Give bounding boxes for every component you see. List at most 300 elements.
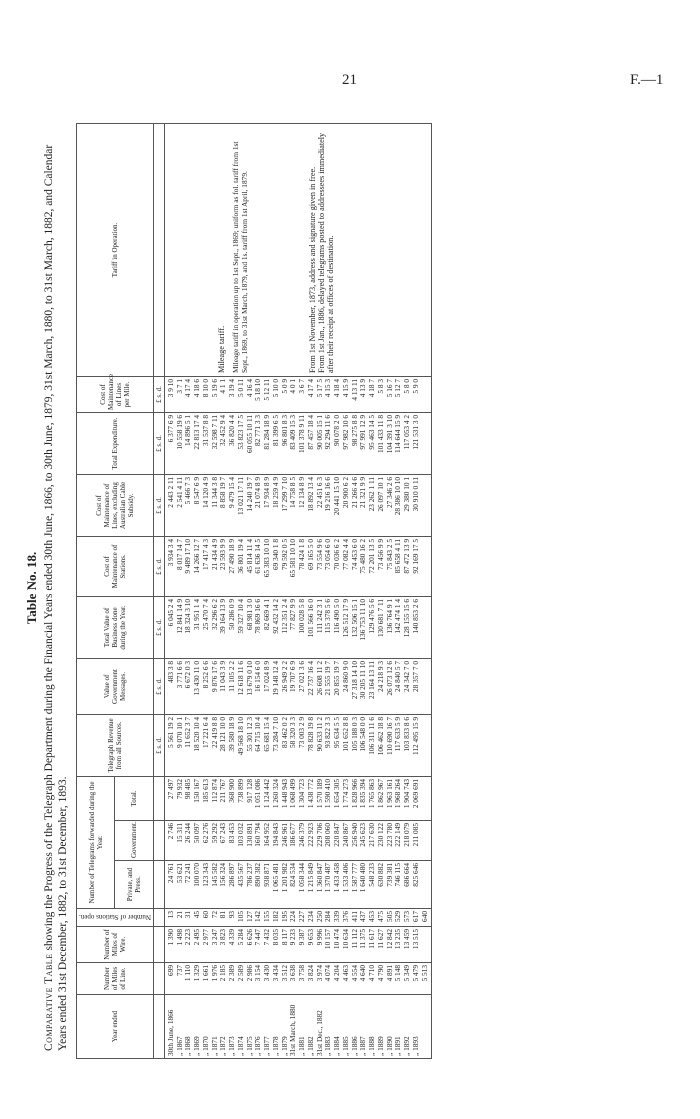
miles-wire-value: 5 284 — [235, 929, 245, 946]
stations-value: 529 — [393, 911, 403, 922]
col-business — [164, 596, 432, 658]
maint-stations-value: 73 554 9 6 — [314, 538, 324, 570]
expenditure-value: 81 284 18 9 — [262, 414, 272, 450]
hdr-year: Year ended — [77, 995, 154, 1059]
gov-value-value: 12 618 11 6 — [235, 660, 245, 696]
maint-lines-value: 20 900 6 2 — [340, 476, 350, 508]
miles-wire-value: 1 390 — [165, 929, 175, 946]
maint-stations-value: 72 201 13 5 — [367, 538, 377, 574]
private-value: 890 382 — [253, 863, 263, 887]
miles-wire-value: 9 653 — [305, 929, 315, 946]
revenue-value: 39 580 18 9 — [227, 716, 237, 752]
business-value: 111 242 3 1 — [314, 598, 324, 634]
cost-per-mile-value: 5 16 7 — [384, 378, 394, 398]
miles-line-value: 4 074 — [323, 965, 333, 982]
business-value: 126 512 17 9 — [340, 598, 350, 638]
year-value: 30th June, 1866 — [165, 1009, 175, 1056]
government-value: 59 292 — [209, 823, 219, 844]
gov-value-value: 27 021 3 6 — [297, 660, 307, 692]
stations-value: 475 — [375, 911, 385, 922]
gov-value-value: 20 855 19 7 — [332, 660, 342, 696]
year-value: „ 1876 — [253, 1036, 263, 1056]
expenditure-value: 96 801 8 3 — [279, 414, 289, 446]
revenue-value: 112 495 15 9 — [410, 716, 420, 756]
hdr-gov-value: Value of Government Messages. — [77, 658, 154, 714]
miles-wire-value: 7 432 — [262, 929, 272, 946]
cost-per-mile-value: 4 13 9 — [358, 378, 368, 398]
gov-value-value: 23 164 13 11 — [367, 660, 377, 700]
miles-wire-value: 3 247 — [209, 929, 219, 946]
maint-lines-value: 5 466 7 3 — [183, 476, 193, 505]
business-value: 112 351 2 4 — [279, 598, 289, 634]
government-value: 222 923 — [305, 823, 315, 847]
miles-wire-value: 1 498 — [174, 929, 184, 946]
maint-lines-value: 13 021 17 11 — [235, 476, 245, 516]
maint-stations-value: 69 165 5 0 — [305, 538, 315, 570]
gov-value-value: 19 148 12 4 — [270, 660, 280, 696]
cost-per-mile-value: 3 19 4 — [227, 378, 237, 398]
private-value: 548 233 — [367, 863, 377, 887]
government-value: 222 149 — [393, 823, 403, 847]
government-value: 245 623 — [358, 823, 368, 847]
expenditure-value: 114 644 15 9 — [393, 414, 403, 454]
maint-lines-value: 9 479 15 4 — [227, 476, 237, 508]
miles-wire-value: 7 447 — [253, 929, 263, 946]
miles-line-value: 3 758 — [297, 965, 307, 982]
stations-value: 284 — [323, 911, 333, 922]
stations-value: 105 — [235, 911, 245, 922]
government-value: 2 746 — [165, 823, 175, 840]
year-value: „ 1867 — [174, 1036, 184, 1056]
miles-wire-value: 2 495 — [192, 929, 202, 946]
miles-line-value: 4 891 — [384, 965, 394, 982]
miles-wire-value: 10 474 — [332, 929, 342, 950]
year-value: „ 1881 — [297, 1036, 307, 1056]
government-value: 230 122 — [375, 823, 385, 847]
maint-stations-value: 75 480 16 2 — [358, 538, 368, 574]
miles-wire-value: 11 617 — [367, 929, 377, 949]
expenditure-value: 104 391 3 10 — [384, 414, 394, 454]
maint-stations-value: 70 036 6 2 — [332, 538, 342, 570]
expenditure-value: 53 823 17 5 — [235, 414, 245, 450]
cost-per-mile-value: 5 19 6 — [209, 378, 219, 398]
hdr-stations: Number of Stations open. — [77, 909, 154, 927]
expenditure-value: 98 275 8 8 — [349, 414, 359, 446]
hdr-maint-stations: Cost of Maintenance of Stations. — [77, 536, 154, 596]
miles-line-value: 4 554 — [349, 965, 359, 982]
stations-value: 142 — [253, 911, 263, 922]
expenditure-value: 22 813 17 4 — [192, 414, 202, 450]
gov-value-value: 26 949 2 2 — [279, 660, 289, 692]
stations-value: 127 — [244, 911, 254, 922]
private-value: 938 871 — [262, 863, 272, 887]
maint-stations-value: 73 054 6 0 — [323, 538, 333, 570]
stations-value: 45 — [192, 911, 202, 919]
business-value: 128 155 15 6 — [402, 598, 412, 638]
gov-value-value: 26 608 11 2 — [314, 660, 324, 696]
maint-stations-value: 8 017 14 7 — [174, 538, 184, 570]
business-value: 77 827 9 9 — [288, 598, 298, 630]
stations-value: 81 — [218, 911, 228, 919]
private-value: 1 587 777 — [349, 863, 359, 893]
miles-line-value: 1 329 — [192, 965, 202, 982]
miles-wire-value: 2 223 — [183, 929, 193, 946]
stations-value: 72 — [209, 911, 219, 919]
revenue-value: 58 320 3 3 — [288, 716, 298, 748]
miles-line-value: 3 512 — [279, 965, 289, 982]
cost-per-mile-value: 3 7 1 — [174, 378, 184, 394]
gov-value-value: 8 252 6 6 — [200, 660, 210, 689]
revenue-value: 106 548 0 0 — [358, 716, 368, 752]
maint-lines-value: 27 346 2 6 — [384, 476, 394, 508]
year-value: „ 1887 — [358, 1036, 368, 1056]
total-value: 1 124 442 — [262, 778, 272, 809]
total-value: 1 051 086 — [253, 778, 263, 809]
stations-value: 182 — [270, 911, 280, 922]
total-value: 1 590 410 — [323, 778, 333, 809]
miles-line-value: 3 434 — [270, 965, 280, 982]
maint-lines-value: 21 074 8 9 — [253, 476, 263, 508]
revenue-value: 101 652 8 8 — [340, 716, 350, 752]
gov-value-value: 11 043 3 9 — [218, 660, 228, 692]
gov-value-value: 9 876 17 6 — [209, 660, 219, 692]
total-value: 2 069 691 — [410, 778, 420, 809]
government-value: 62 276 — [200, 823, 210, 844]
stations-value: 453 — [367, 911, 377, 922]
total-value: 1 904 743 — [402, 778, 412, 809]
business-value: 68 981 3 0 — [244, 598, 254, 630]
business-value: 6 045 2 4 — [165, 598, 175, 627]
hdr-miles-wire: Number of Miles of Wire. — [77, 927, 154, 963]
gov-value-value: 6 672 0 3 — [183, 660, 193, 689]
col-expenditure — [164, 412, 432, 474]
unit-lsd: £ s. d. — [153, 714, 164, 776]
gov-value-value: 13 679 0 10 — [244, 660, 254, 696]
gov-value-value: 30 205 11 10 — [358, 660, 368, 700]
stations-value: 640 — [419, 911, 429, 922]
expenditure-value: 87 457 18 4 — [305, 414, 315, 450]
government-value: 186 677 — [288, 823, 298, 847]
miles-line-value: 2 185 — [218, 965, 228, 982]
expenditure-value: 32 598 7 11 — [209, 414, 219, 450]
stations-value: 505 — [384, 911, 394, 922]
page-reference: F.—1 — [630, 72, 664, 88]
miles-line-value: 699 — [165, 965, 175, 976]
government-value: 103 032 — [235, 823, 245, 847]
tariff-mileage-note: Mileage tariff in operation up to 1st Sept., 1869; uniform as fol. tariff from 1st Sept., 1869, to 31st March, 1879, and 1s. tariff from 1st April, 1879. — [231, 141, 249, 373]
stations-value: 31 — [183, 911, 193, 919]
hdr-revenue: Telegraph Revenue from all Sources. — [77, 714, 154, 776]
year-value: „ 1888 — [367, 1036, 377, 1056]
private-value: 1 533 406 — [340, 863, 350, 893]
miles-wire-value: 10 157 — [323, 929, 333, 950]
miles-wire-value: 2 977 — [200, 929, 210, 946]
gov-value-value: 483 3 8 — [165, 660, 175, 683]
col-gov-value — [164, 658, 432, 714]
miles-wire-value: 12 842 — [384, 929, 394, 950]
business-value: 140 853 2 6 — [410, 598, 420, 634]
expenditure-value: 97 982 10 6 — [340, 414, 350, 450]
government-value: 246 961 — [279, 823, 289, 847]
maint-stations-value: 77 082 4 4 — [340, 538, 350, 570]
revenue-value: 17 221 6 4 — [200, 716, 210, 748]
expenditure-value: 36 820 4 4 — [227, 414, 237, 446]
miles-line-value: 5 349 — [402, 965, 412, 982]
business-value: 39 164 13 9 — [218, 598, 228, 634]
miles-wire-value: 4 339 — [227, 929, 237, 946]
cost-per-mile-value: 5 10 0 — [270, 378, 280, 398]
hdr-government: Government. — [115, 821, 153, 861]
private-value: 825 646 — [410, 863, 420, 887]
business-value: 101 566 16 0 — [305, 598, 315, 638]
business-value: 115 378 5 6 — [323, 598, 333, 634]
business-value: 18 324 3 10 — [183, 598, 193, 634]
miles-wire-value: 11 627 — [375, 929, 385, 949]
business-value: 136 764 9 1 — [384, 598, 394, 634]
maint-lines-value: 11 344 3 8 — [209, 476, 219, 508]
maint-stations-value: 78 424 1 8 — [297, 538, 307, 570]
page-number: 21 — [342, 72, 357, 88]
private-value: 786 237 — [244, 863, 254, 887]
revenue-value: 28 121 10 0 — [218, 716, 228, 752]
revenue-value: 22 419 8 8 — [209, 716, 219, 748]
maint-lines-value: 2 443 2 11 — [165, 476, 175, 508]
maint-lines-value: 28 386 10 10 — [393, 476, 403, 516]
cost-per-mile-value: 3 9 10 — [165, 378, 175, 398]
unit-lsd: £ s. d. — [153, 596, 164, 658]
revenue-value: 78 828 19 8 — [305, 716, 315, 752]
business-value: 92 432 14 2 — [270, 598, 280, 634]
gov-value-value: 11 105 2 2 — [227, 660, 237, 692]
maint-lines-value: 23 262 1 11 — [367, 476, 377, 512]
caption-lead: Comparative Table — [43, 953, 55, 1051]
maint-stations-value: 87 472 13 9 — [402, 538, 412, 574]
business-value: 132 506 15 1 — [349, 598, 359, 638]
private-value: 630 882 — [375, 863, 385, 887]
year-value: „ 1890 — [384, 1036, 394, 1056]
private-value: 123 343 — [200, 863, 210, 887]
cost-per-mile-value: 5 17 5 — [314, 378, 324, 398]
revenue-value: 55 301 12 3 — [244, 716, 254, 752]
private-value: 1 201 982 — [279, 863, 289, 893]
stations-value: 234 — [305, 911, 315, 922]
maint-stations-value: 21 434 4 9 — [209, 538, 219, 570]
miles-line-value: 3 154 — [253, 965, 263, 982]
miles-wire-value: 8 035 — [270, 929, 280, 946]
stations-value: 617 — [410, 911, 420, 922]
private-value: 156 324 — [218, 863, 228, 887]
expenditure-value: 82 771 3 3 — [253, 414, 263, 446]
tariff-jan-1886: From 1st Jan., 1886, delayed telegrams posted to addressees immediately after their receipt at offices of destination. — [316, 132, 336, 373]
progress-table — [76, 123, 432, 1059]
year-value: „ 1883 — [323, 1036, 333, 1056]
miles-line-value: 3 638 — [288, 965, 298, 982]
maint-lines-value: 21 321 9 9 — [358, 476, 368, 508]
total-value: 1 765 863 — [367, 778, 377, 809]
government-value: 256 940 — [349, 823, 359, 847]
gov-value-value: 26 073 12 6 — [384, 660, 394, 696]
business-value: 142 474 1 4 — [393, 598, 403, 634]
business-value: 130 681 7 11 — [375, 598, 385, 638]
tariff-mileage: Mileage tariff. — [216, 325, 226, 373]
revenue-value: 65 681 15 4 — [262, 716, 272, 752]
stations-value: 195 — [279, 911, 289, 922]
stations-value: 21 — [174, 911, 184, 919]
total-value: 98 485 — [183, 778, 193, 800]
stations-value: 224 — [288, 911, 298, 922]
total-value: 1 448 943 — [279, 778, 289, 809]
maint-lines-value: 22 451 6 3 — [314, 476, 324, 508]
stations-value: 93 — [227, 911, 237, 919]
cost-per-mile-value: 4 18 6 — [192, 378, 202, 398]
col-cost-per-mile — [164, 376, 432, 412]
gov-value-value: 24 840 5 7 — [393, 660, 403, 692]
year-value: „ 1869 — [192, 1036, 202, 1056]
expenditure-value: 10 558 19 6 — [174, 414, 184, 450]
government-value: 211 085 — [410, 823, 420, 847]
maint-stations-value: 65 581 10 10 — [288, 538, 298, 578]
gov-value-value: 27 318 14 10 — [349, 660, 359, 700]
miles-line-value: 3 430 — [262, 965, 272, 982]
col-tariff — [164, 123, 432, 376]
hdr-maint-lines: Cost of Maintenance of Lines, excluding Australian Cable Subsidy. — [77, 474, 154, 536]
stations-value: 437 — [358, 911, 368, 922]
cost-per-mile-value: 4 17 4 — [183, 378, 193, 398]
expenditure-value: 32 452 9 4 — [218, 414, 228, 446]
miles-wire-value: 11 112 — [349, 929, 359, 949]
cost-per-mile-value: 4 18 7 — [367, 378, 377, 398]
maint-stations-value: 36 801 19 4 — [235, 538, 245, 574]
total-value: 1 835 394 — [358, 778, 368, 809]
cost-per-mile-value: 5 8 3 — [375, 378, 385, 394]
col-year — [164, 995, 432, 1059]
private-value: 435 567 — [235, 863, 245, 887]
expenditure-value: 83 409 15 3 — [288, 414, 298, 450]
year-value: „ 1873 — [227, 1036, 237, 1056]
maint-lines-value: 19 216 16 6 — [323, 476, 333, 512]
table-caption — [42, 119, 70, 1051]
miles-wire-value: 10 634 — [340, 929, 350, 950]
gov-value-value: 19 707 6 9 — [288, 660, 298, 692]
total-value: 1 304 723 — [297, 778, 307, 809]
business-value: 116 490 5 0 — [332, 598, 342, 634]
gov-value-value: 28 357 7 0 — [410, 660, 420, 692]
total-value: 1 862 967 — [375, 778, 385, 809]
government-value: 194 843 — [270, 823, 280, 847]
total-value: 27 497 — [165, 778, 175, 800]
miles-wire-value: 13 235 — [393, 929, 403, 950]
miles-wire-value: 9 996 — [314, 929, 324, 946]
cost-per-mile-value: 3 6 7 — [297, 378, 307, 394]
year-value: „ 1889 — [375, 1036, 385, 1056]
gov-value-value: 3 771 6 6 — [174, 660, 184, 689]
year-value: 31st March, 1880 — [288, 1004, 298, 1056]
total-value: 1 963 161 — [384, 778, 394, 809]
col-revenue — [164, 714, 432, 776]
miles-line-value: 4 640 — [358, 965, 368, 982]
revenue-value: 95 634 5 5 — [332, 716, 342, 748]
expenditure-value: 95 463 14 5 — [367, 414, 377, 450]
maint-stations-value: 69 340 1 8 — [270, 538, 280, 570]
stations-value: 411 — [349, 911, 359, 922]
col-maint-stations — [164, 536, 432, 596]
unit-lsd: £ s. d. — [153, 536, 164, 596]
miles-wire-value: 8 117 — [279, 929, 289, 946]
cost-per-mile-value: 4 15 9 — [340, 378, 350, 398]
maint-stations-value: 14 266 12 7 — [192, 538, 202, 574]
revenue-value: 117 633 5 9 — [393, 716, 403, 752]
gov-value-value: 22 737 16 4 — [305, 660, 315, 696]
government-value: 83 453 — [227, 823, 237, 844]
gov-value-value: 24 218 9 3 — [375, 660, 385, 692]
miles-line-value: 3 824 — [305, 965, 315, 982]
expenditure-value: 121 531 3 0 — [410, 414, 420, 450]
government-value: 160 794 — [253, 823, 263, 847]
cost-per-mile-value: 5 12 7 — [393, 378, 403, 398]
revenue-value: 103 833 8 6 — [402, 716, 412, 752]
revenue-value: 64 715 10 4 — [253, 716, 263, 752]
total-value: 368 900 — [227, 778, 237, 803]
cost-per-mile-value: 5 8 0 — [402, 378, 412, 394]
miles-wire-value: 9 233 — [288, 929, 298, 946]
total-value: 1 828 966 — [349, 778, 359, 809]
hdr-tariff: Tariff in Operation. — [77, 123, 154, 376]
year-value: „ 1870 — [200, 1036, 210, 1056]
maint-stations-value: 65 383 10 10 — [262, 538, 272, 578]
business-value: 50 286 0 9 — [227, 598, 237, 630]
revenue-value: 106 462 18 8 — [375, 716, 385, 756]
year-value: „ 1879 — [279, 1036, 289, 1056]
business-value: 25 470 7 4 — [200, 598, 210, 630]
expenditure-value: 97 991 12 9 — [358, 414, 368, 450]
private-value: 1 640 480 — [358, 863, 368, 893]
government-value: 220 847 — [332, 823, 342, 847]
maint-lines-value: 18 259 4 9 — [270, 476, 280, 508]
year-value: „ 1874 — [235, 1036, 245, 1056]
miles-line-value: 5 513 — [419, 965, 429, 982]
miles-line-value: 1 110 — [183, 965, 193, 982]
government-value: 15 311 — [174, 823, 184, 843]
miles-line-value: 2 986 — [244, 965, 254, 982]
miles-line-value: 2 589 — [235, 965, 245, 982]
total-value: 917 128 — [244, 778, 254, 803]
maint-stations-value: 3 934 3 4 — [165, 538, 175, 567]
business-value: 136 753 11 10 — [358, 598, 368, 641]
revenue-value: 90 633 11 2 — [314, 716, 324, 752]
col-total — [164, 776, 432, 820]
hdr-telegrams-group: Number of Telegrams forwarded during the Year. — [77, 776, 115, 908]
miles-wire-value: 6 626 — [244, 929, 254, 946]
maint-stations-value: 9 489 17 10 — [183, 538, 193, 574]
cost-per-mile-value: 4 1 1 — [218, 378, 228, 394]
unit-lsd: £ s. d. — [153, 412, 164, 474]
expenditure-value: 90 005 15 1 — [314, 414, 324, 450]
table-title: Table No. 18. — [24, 551, 39, 625]
col-maint-lines — [164, 474, 432, 536]
private-value: 145 582 — [209, 863, 219, 887]
maint-stations-value: 85 658 4 11 — [393, 538, 403, 574]
private-value: 1 065 481 — [270, 863, 280, 893]
maint-stations-value: 75 843 2 5 — [384, 538, 394, 570]
maint-lines-value: 17 934 8 9 — [262, 476, 272, 508]
year-value: „ 1885 — [340, 1036, 350, 1056]
business-value: 100 028 5 8 — [297, 598, 307, 634]
stations-value: 573 — [402, 911, 412, 922]
total-value: 211 767 — [218, 778, 228, 803]
miles-wire-value: 11 375 — [358, 929, 368, 949]
year-value: „ 1878 — [270, 1036, 280, 1056]
private-value: 1 370 487 — [323, 863, 333, 893]
